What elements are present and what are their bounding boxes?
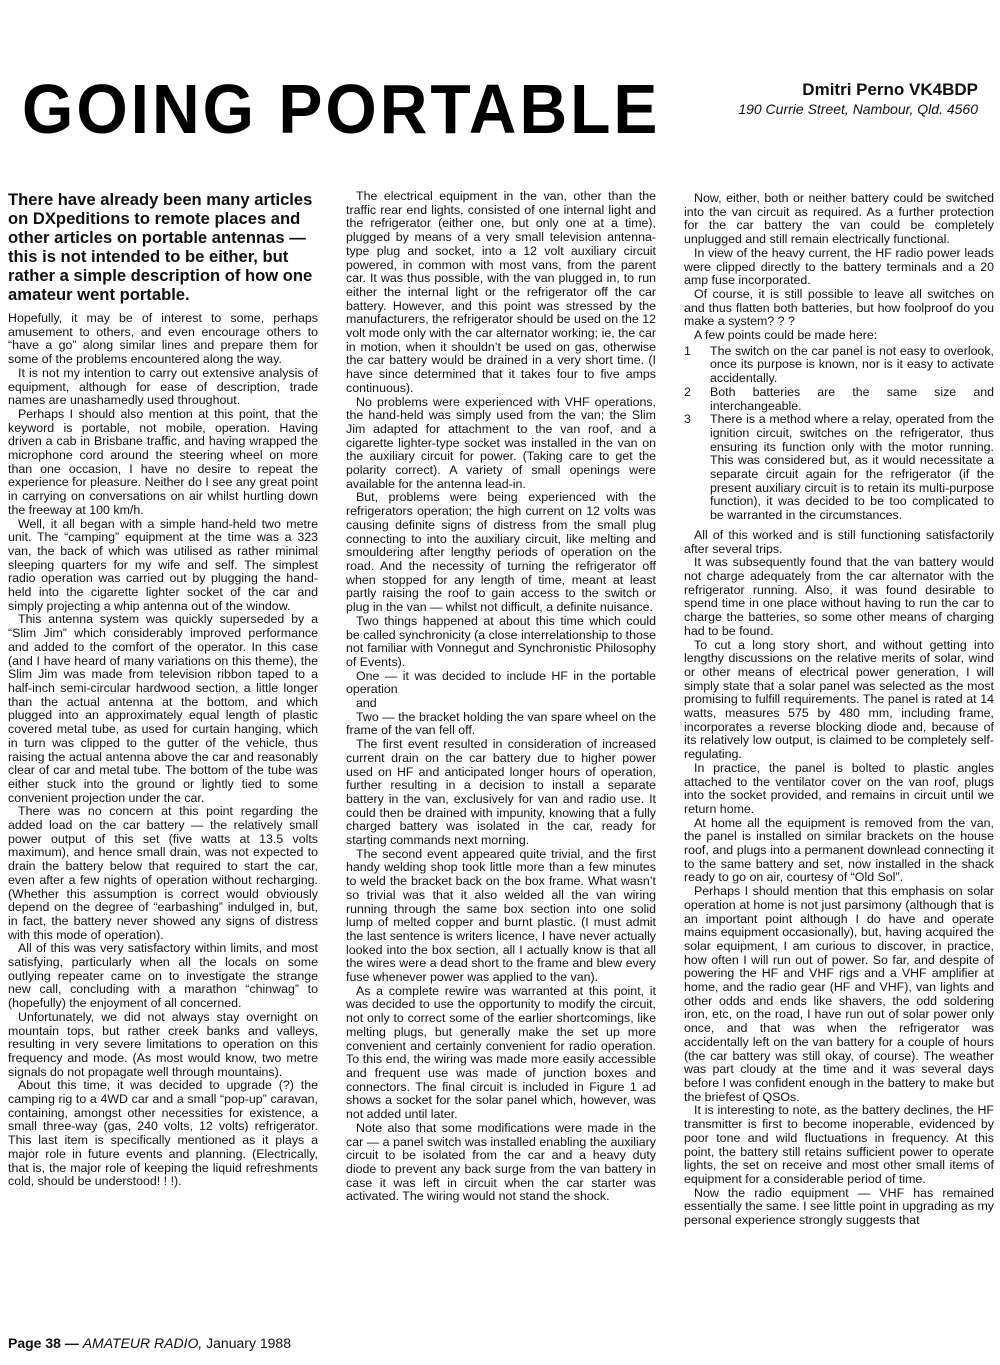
list-text: Both batteries are the same size and interchangeable. (710, 384, 994, 413)
paragraph: In view of the heavy current, the HF radio power leads were clipped directly to the battery terminals and a 20 amp fuse incorporated. (684, 245, 994, 288)
paragraph: It was subsequently found that the van battery would not charge adequately from the car alternator with the refrigerator running. Also, it was found desirable to spend time in one place without having to run the car to charge the batteries, so some other means of charging had to be found. (684, 555, 994, 638)
page-number: Page 38 (8, 1335, 61, 1351)
list-item (684, 386, 994, 413)
paragraph: The second event appeared quite trivial, and the first handy welding shop took little more than a few minutes to weld the bracket back on the box frame. What wasn’t so trivial was that it also welded all the van wiring running through the same box section into one solid lump of melted copper and burnt plastic. (I must admit the last sentence is writers licence, I have never actually looked into the box section, all I actually know is that all the wires were a dead short to the frame and blew every fuse whenever power was applied to the van). (346, 846, 656, 985)
list-text: The switch on the car panel is not easy to overlook, once its purpose is known, nor is it easy to activate accidentally. (710, 343, 994, 386)
numbered-list (684, 345, 994, 523)
paragraph: Now the radio equipment — VHF has remained essentially the same. I see little point in upgrading as my personal experience strongly suggests that (684, 1185, 994, 1228)
author-address: 190 Currie Street, Nambour, Qld. 4560 (738, 101, 978, 117)
paragraph: Perhaps I should also mention at this point, that the keyword is portable, not mobile, operation. Having driven a cab in Brisbane traffic, and having wrapped the microphone cord around the steering wheel on more than one occasion, I have no desire to repeat the experience for pleasure. Neither do I see any great point in carrying on conversations on air whilst hurtling down the freeway at 100 km/h. (8, 406, 318, 517)
publication-name: AMATEUR RADIO, (82, 1335, 203, 1351)
intro-standfirst: There have already been many articles on DXpeditions to remote places and other articles on portable antennas — this is not intended to be either, but rather a simple description of how one amateur went portable. (8, 190, 313, 304)
paragraph: Well, it all began with a simple hand-held two metre unit. The “camping” equipment at the time was a 323 van, the back of which was utilised as rather minimal sleeping quarters for my wife and self. The simplest radio operation was carried out by plugging the hand-held into the cigarette lighter socket of the car and simply projecting a whip antenna out of the window. (8, 516, 318, 613)
paragraph: One — it was decided to include HF in the portable operation (346, 668, 656, 697)
column-2 (346, 190, 656, 1204)
page-footer (8, 1335, 291, 1351)
paragraph: No problems were experienced with VHF operations, the hand-held was simply used from the van; the Slim Jim adapted for attachment to the van roof, and a cigarette lighter-type socket was installed in the van on the auxiliary circuit for power. (Taking care to get the polarity correct). A variety of small openings were available for the antenna lead-in. (346, 394, 656, 491)
paragraph: The electrical equipment in the van, other than the traffic rear end lights, consisted of one internal light and the refrigerator (either one, but only one at a time), plugged by means of a very small television antenna-type plug and socket, into a 12 volt auxiliary circuit powered, in common with most vans, from the parent car. It was thus possible, with the van plugged in, to run either the internal light or the refrigerator off the car battery. However, and this point was stressed by the manufacturers, the refrigerator should be used on the 12 volt mode only with the car alternator working; ie, the car in motion, when it shouldn’t be used on gas, otherwise the car battery would be drained in a very short time. (I have since determined that it takes four to five amps continuous). (346, 189, 656, 395)
paragraph: But, problems were being experienced with the refrigerators operation; the high current on 12 volts was causing definite signs of distress from the small plug connecting to into the auxiliary circuit, like melting and smouldering after lengthy periods of operation on the road. And the necessity of turning the refrigerator off when stopped for any length of time, meant at least partly raising the roof to gain access to the switch or plug in the van — whilst not difficult, a definite nuisance. (346, 490, 656, 615)
list-text: There is a method where a relay, operated from the ignition circuit, switches on the refrigerator, thus ensuring its function only with the motor running. This was considered but, as it would necessitate a separate circuit again for the refrigerator (if the present auxiliary circuit is to retain its multi-purpose function), it was decided to be too complicated to be warranted in the circumstances. (710, 412, 994, 523)
paragraph: There was no concern at this point regarding the added load on the car battery — the relatively small power output of this set (five watts at 13.5 volts maximum), and hence small drain, was not expected to drain the battery below that required to start the car, even after a few nights of operation without recharging. (Whether this assumption is correct would obviously depend on the degree of “earbashing” indulged in, but, in fact, the battery never showed any signs of distress with this mode of operation). (8, 804, 318, 942)
paragraph: Two — the bracket holding the van spare wheel on the frame of the van fell off. (346, 709, 656, 738)
paragraph: To cut a long story short, and without getting into lengthy discussions on the relative merits of solar, wind or other means of electrical power generation, I will simply state that a solar panel was selected as the most promising to fulfill requirements. The panel is rated at 14 watts, measures 575 by 480 mm, including frame, incorporates a reverse blocking diode and, because of its relatively low output, is claimed to be completely self- regulating. (684, 637, 994, 762)
paragraph: Two things happened at about this time which could be called synchronicity (a close interrelationship to those not familiar with Vonnegut and Synchronistic Philosophy of Events). (346, 613, 656, 669)
paragraph: Perhaps I should mention that this emphasis on solar operation at home is not just parsimony (although that is an important point although I do have and operate mains equipment occasionally), but, having acquired the solar equipment, I am curious to discover, in practice, how often I will run out of power. So far, and despite of powering the HF and VHF rigs and a VHF amplifier at home, and the radio gear (HF and VHF), van lights and other odds and ends like shavers, the odd soldering iron, etc, on the road, I have run out of solar power only once, and that was when the refrigerator was accidentally left on the van battery for a couple of hours (the car battery was still okay, of course). The weather was part cloudy at the time and it was several days before I was confident enough in the battery to make but the briefest of QSOs. (684, 884, 994, 1104)
footer-dash: — (60, 1335, 83, 1351)
paragraph: A few points could be made here: (694, 328, 878, 343)
paragraph: About this time, it was decided to upgrade (?) the camping rig to a 4WD car and a small “pop-up” caravan, containing, amongst other necessities for existence, a small three-way (gas, 240 volts, 12 volts) refrigerator. This last item is specifically mentioned as it plays a major role in future events and planning. (Electrically, that is, the major role of keeping the liquid refreshments cold, should be understood! ! !). (8, 1078, 318, 1189)
list-item (684, 413, 994, 523)
column-3 (684, 192, 994, 1228)
list-number: 3 (684, 412, 691, 427)
byline (738, 80, 978, 118)
paragraph: and (356, 696, 377, 711)
author-name: Dmitri Perno VK4BDP (802, 80, 978, 99)
paragraph: It is interesting to note, as the battery declines, the HF transmitter is first to become inoperable, evidenced by poor tone and wild fluctuations in frequency. At this point, the battery still retains sufficient power to operate lights, the set on receive and most other small items of equipment for a considerable period of time. (684, 1103, 994, 1186)
paragraph: In practice, the panel is bolted to plastic angles attached to the ventilator cover on the van roof, plugs into the socket provided, and remains in circuit until we return home. (684, 760, 994, 816)
list-number: 2 (684, 384, 691, 399)
paragraph: As a complete rewire was warranted at this point, it was decided to use the opportunity to modify the circuit, not only to correct some of the earlier shortcomings, like melting plugs, but generally make the set up more convenient and certainly convenient for radio operation. To this end, the wiring was made more easily accessible and frequent use was made of junction boxes and connectors. The final circuit is included in Figure 1 ad shows a socket for the solar panel which, however, was not added until later. (346, 983, 656, 1122)
paragraph: Now, either, both or neither battery could be switched into the van circuit as required. As a further protection for the car battery the van could be completely unplugged and still remain electrically functional. (684, 191, 994, 247)
paragraph: All of this worked and is still functioning satisfactorily after several trips. (684, 527, 994, 556)
list-number: 1 (684, 343, 691, 358)
paragraph: The first event resulted in consideration of increased current drain on the car battery due to higher power used on HF and anticipated longer hours of operation, further resulting in a decision to install a separate battery in the van, exclusively for van and radio use. It could then be drained with impunity, knowing that a fully charged battery was isolated in the car, ready for starting commands next morning. (346, 737, 656, 848)
paragraph: Unfortunately, we did not always stay overnight on mountain tops, but rather creek banks and valleys, resulting in very severe limitations to operation on this frequency and mode. (As most would know, two metre signals do not propagate well through mountains). (8, 1009, 318, 1079)
article-title: GOING PORTABLE (22, 69, 661, 148)
paragraph: This antenna system was quickly superseded by a “Slim Jim” which considerably improved performance and added to the comfort of the operator. In this case (and I have heard of many variations on this theme), the Slim Jim was made from television ribbon taped to a half-inch semi-circular hardwood section, a little longer than the actual antenna at the bottom, and which plugged into an approximately equal length of plastic covered metal tube, as used for curtain hanging, which in turn was clipped to the gutter of the vehicle, thus raising the actual antenna above the car and reasonably clear of car and metal tube. The bottom of the tube was either stuck into the ground or lightly tied to some convenient projection under the car. (8, 612, 318, 805)
list-item (684, 345, 994, 386)
issue-date: January 1988 (202, 1335, 291, 1351)
paragraph: Hopefully, it may be of interest to some, perhaps amusement to others, and even encourage others to “have a go” along similar lines and prepare them for some of the problems encountered along the way. (8, 311, 318, 367)
paragraph: All of this was very satisfactory within limits, and most satisfying, particularly when all the locals on some outlying repeater came on to investigate the strange new call, concluding with a marathon “chinwag” to (hopefully) the enjoyment of all concerned. (8, 941, 318, 1011)
paragraph: At home all the equipment is removed from the van, the panel is installed on similar brackets on the house roof, and plugs into a permanent downlead connecting it to the same battery and set, now installed in the shack ready to go on air, courtesy of “Old Sol”. (684, 815, 994, 885)
paragraph: Of course, it is still possible to leave all switches on and thus flatten both batteries, but how foolproof do you make a system? ? ? (684, 286, 994, 329)
paragraph: It is not my intention to carry out extensive analysis of equipment, although for ease of description, trade names are unashamedly used throughout. (8, 365, 318, 408)
column-1 (8, 190, 318, 1189)
paragraph: Note also that some modifications were made in the car — a panel switch was installed enabling the auxiliary circuit to be isolated from the car and a heavy duty diode to prevent any back surge from the van battery in case it was left in circuit when the car starter was activated. The wiring would not stand the shock. (346, 1120, 656, 1204)
